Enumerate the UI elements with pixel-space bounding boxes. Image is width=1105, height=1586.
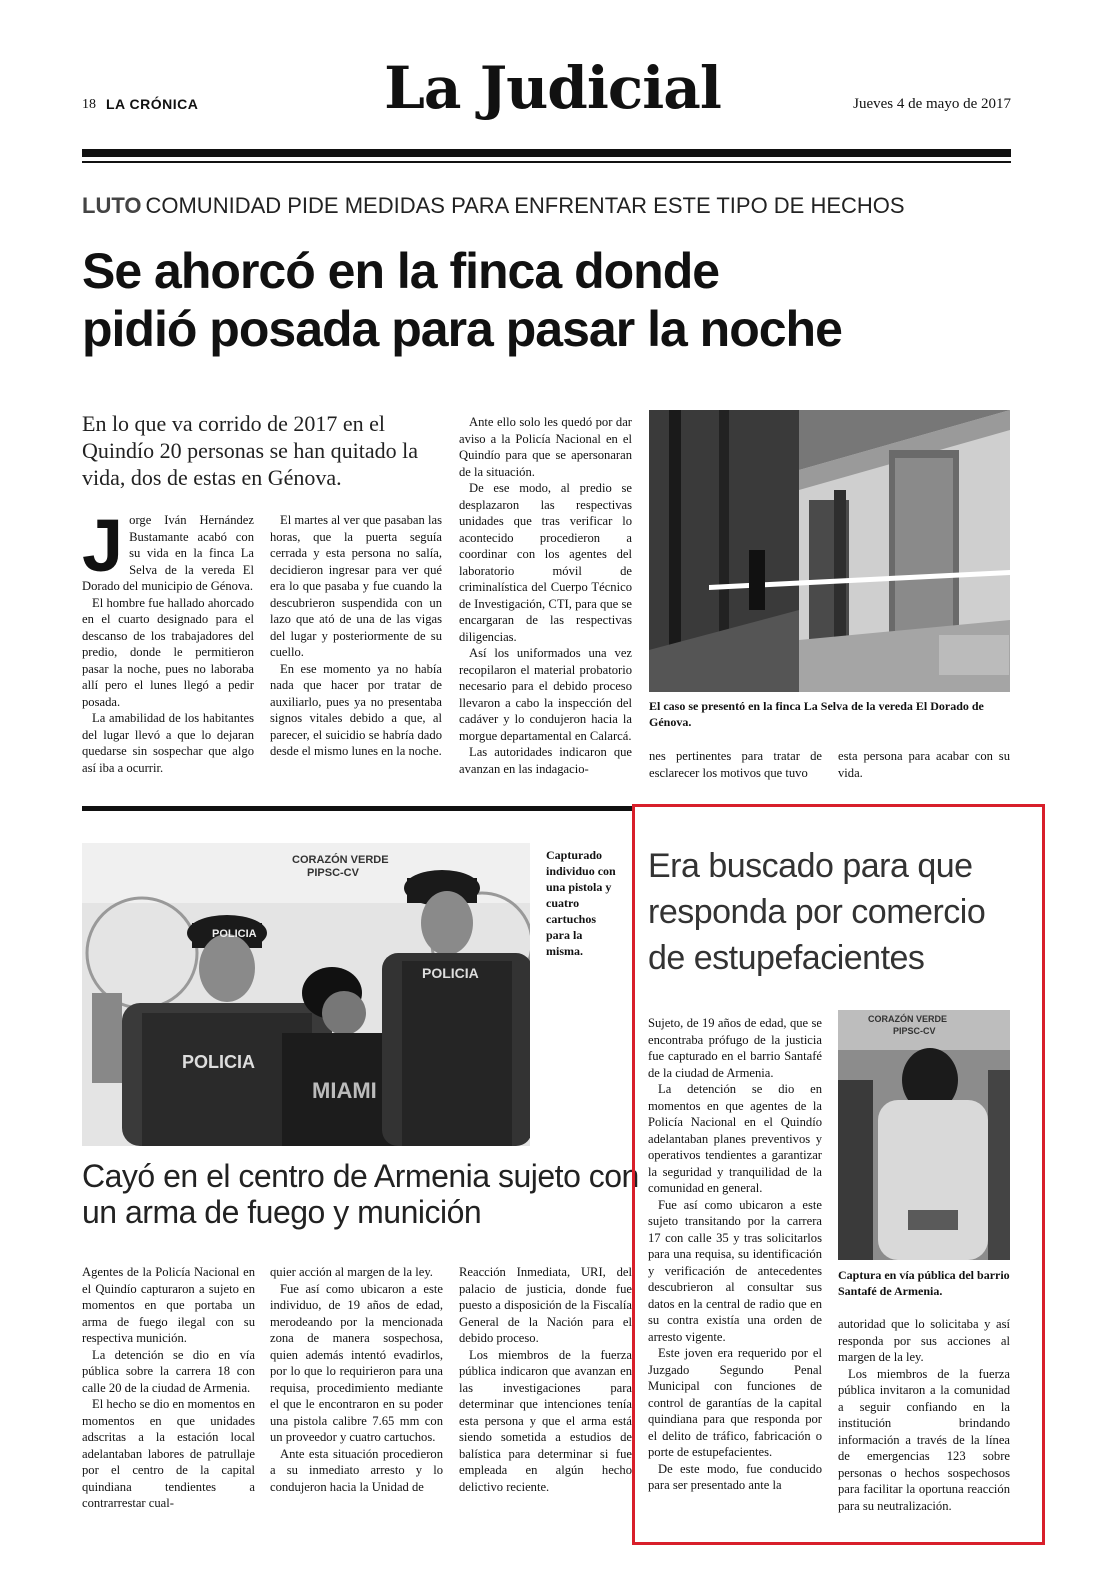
issue-date: Jueves 4 de mayo de 2017 (853, 96, 1011, 112)
main-deck: En lo que va corrido de 2017 en el Quindío 20 personas se han quitado la vida, dos de estas en Génova. (82, 411, 419, 490)
main-col2-p1: El martes al ver que pasaban las horas, que la puerta seguía cerrada y esta persona no salía, decidieron ingresar para ver qué era lo que pasaba y fue cuando la descubrieron suspendida con un lazo que ató de una de las vigas del lugar y posteriormente de su cuello. (270, 513, 442, 659)
box-col2-p2: Los miembros de la fuerza pública invitaron a la comunidad a seguir confiando en la institución brindando información a través de la línea de emergencias 123 sobre personas o hechos sospechosos para facilitar la oportuna reacción para su neutralización. (838, 1366, 1010, 1513)
backdrop-label: CORAZÓN VERDE (292, 854, 389, 866)
main-col2-p2: En ese momento ya no había nada que hacer por tratar de auxiliarlo, pues ya no presentaba signos vitales debido a que, al parecer, el suicidio se habría dado desde el mismo lunes en la noche. (270, 661, 442, 758)
kicker (82, 193, 905, 219)
second-col1-p1: Agentes de la Policía Nacional en el Quindío capturaron a sujeto en momentos en que portaba un arma de fuego ilegal con su respectiva munición. (82, 1265, 255, 1345)
main-col-5 (838, 748, 1010, 781)
shirt-label: MIAMI (312, 1078, 377, 1103)
main-col-4 (649, 748, 822, 781)
main-headline-line1: Se ahorcó en la finca donde (82, 243, 720, 299)
vest-label-left: POLICIA (182, 1052, 256, 1072)
box-col-1 (648, 1015, 822, 1494)
main-col4-tail: nes pertinentes para tratar de esclarecer los motivos que tuvo (649, 749, 822, 780)
box-col1-p3: Fue así como ubicaron a este sujeto transitando por la carrera 17 con calle 35 y tras solicitarlos para una requisa, su identificación y verificación de antecedentes descubrieron al consultar sus datos en la central de radio que en su contra existía una orden de arresto vigente. (648, 1197, 822, 1344)
main-col1-p1-text: orge Iván Hernández Bustamante acabó con su vida en la finca La Selva de la vereda El Dorado del municipio de Génova. (82, 513, 254, 593)
second-col2-p2: Fue así como ubicaron a este individuo, de 19 años de edad, merodeando por la mencionada zona de manera sospechosa, quien además intentó evadirlos, por lo que lo requirieron para una requisa, procedimiento mediante el que le encontraron en su poder una pistola calibre 7.65 mm con un proveedor y cuatro cartuchos. (270, 1281, 443, 1444)
second-col-2 (270, 1264, 443, 1495)
backdrop-label-2: PIPSC-CV (307, 867, 359, 879)
box-col1-p5: De este modo, fue conducido para ser presentado ante la (648, 1461, 822, 1492)
lower-section-rule (82, 806, 632, 811)
main-headline-line2: pidió posada para pasar la noche (82, 301, 842, 357)
main-col1-p1 (82, 504, 254, 595)
santafe-sign-2: PIPSC-CV (893, 1026, 936, 1036)
main-col3-p1: Ante ello solo les quedó por dar aviso a la Policía Nacional en el Quindío para que se apersonaran de la situación. (459, 415, 632, 479)
main-col1-p3: La amabilidad de los habitantes del lugar llevó a que lo dejaran quedarse sin sospechar que algo así iba a ocurrir. (82, 711, 254, 775)
main-col-3 (459, 414, 632, 777)
finca-photo-caption: El caso se presentó en la finca La Selva de la vereda El Dorado de Génova. (649, 699, 984, 729)
box-col1-p4: Este joven era requerido por el Juzgado Segundo Penal Municipal con funciones de control de garantías de la capital quindiana para que responda por el delito de tráfico, fabricación o porte de estupefacientes. (648, 1346, 822, 1459)
main-col1-p2: El hombre fue hallado ahorcado en el cuarto designado para el descanso de los trabajadores del predio, donde le permitieron pasar la noche, pues no laboraba allí pero el lunes llegó a pedir posada. (82, 595, 254, 709)
second-col1-p2: La detención se dio en vía pública sobre la carrera 18 con calle 20 de la ciudad de Armenia. (82, 1347, 255, 1395)
box-col1-p1: Sujeto, de 19 años de edad, que se encontraba prófugo de la justicia fue capturado en el barrio Santafé de la ciudad de Armenia. (648, 1016, 822, 1080)
section-title: La Judicial (384, 54, 721, 122)
arrest-photo (82, 843, 530, 1146)
main-headline (82, 242, 1012, 358)
santafe-sign-1: CORAZÓN VERDE (868, 1014, 948, 1024)
santafe-photo (838, 1010, 1010, 1260)
kicker-text: COMUNIDAD PIDE MEDIDAS PARA ENFRENTAR ESTE TIPO DE HECHOS (145, 193, 905, 218)
page-number: 18 (82, 97, 96, 112)
main-col-2 (270, 512, 442, 760)
second-col2-p1: quier acción al margen de la ley. (270, 1265, 433, 1279)
main-col-1 (82, 504, 254, 776)
second-col3-p1: Reacción Inmediata, URI, del palacio de justicia, donde fue puesto a disposición de la Fiscalía General de la Nación para el debido proceso. (459, 1265, 632, 1345)
box-col-2 (838, 1316, 1010, 1514)
masthead-rule-thin (82, 161, 1011, 163)
second-col-3 (459, 1264, 632, 1495)
second-col3-p2: Los miembros de la fuerza pública indicaron que avanzan en las investigaciones para determinar que intenciones tenía esta persona y que el arma está siendo sometida a estudios de balística para determinar si fue empleada en algún hecho delictivo reciente. (459, 1347, 632, 1494)
main-col5-tail: esta persona para acabar con su vida. (838, 749, 1010, 780)
second-col2-p3: Ante esta situación procedieron a su inmediato arresto y lo condujeron hacia la Unidad de (270, 1446, 443, 1494)
main-col3-p2: De ese modo, al predio se desplazaron las respectivas unidades que tras verificar lo acontecido procedieron a coordinar con los agentes del laboratorio móvil de criminalística del Cuerpo Técnico de Investigación, CTI, para que se encargaran de las respectivas diligencias. (459, 481, 632, 644)
second-headline: Cayó en el centro de Armenia sujeto con un arma de fuego y munición (82, 1158, 639, 1230)
cap-label-left: POLICIA (212, 928, 257, 940)
box-col1-p2: La detención se dio en momentos en que agentes de la Policía Nacional en el Quindío adelantaban planes preventivos y operativos tendientes a garantizar la seguridad y tranquilidad de la comunidad en general. (648, 1082, 822, 1195)
vest-label-right: POLICIA (422, 965, 479, 981)
second-col1-p3: El hecho se dio en momentos en momentos en que unidades adscritas a la estación local adelantaban labores de patrullaje por el centro de la capital quindiana tendientes a contrarrestar cual- (82, 1397, 255, 1510)
box-headline: Era buscado para que responda por comercio de estupefacientes (648, 847, 986, 977)
second-col-1 (82, 1264, 255, 1512)
main-col3-p3: Así los uniformados una vez recopilaron el material probatorio necesario para el debido proceso llevaron a cabo la inspección del cadáver y lo condujeron hacia la morgue departamental en Calarcá. (459, 646, 632, 743)
box-col2-p1: autoridad que lo solicitaba y así responda por sus acciones al margen de la ley. (838, 1317, 1010, 1364)
arrest-photo-caption: Capturado individuo con una pistola y cuatro cartuchos para la misma. (546, 848, 616, 958)
finca-photo (649, 410, 1010, 692)
santafe-photo-caption: Captura en vía pública del barrio Santafé de Armenia. (838, 1268, 1010, 1298)
dropcap: J (82, 504, 124, 587)
paper-name: LA CRÓNICA (106, 96, 199, 112)
main-col3-p4: Las autoridades indicaron que avanzan en las indagacio- (459, 745, 632, 776)
masthead-rule-thick (82, 149, 1011, 157)
kicker-label: LUTO (82, 193, 142, 218)
